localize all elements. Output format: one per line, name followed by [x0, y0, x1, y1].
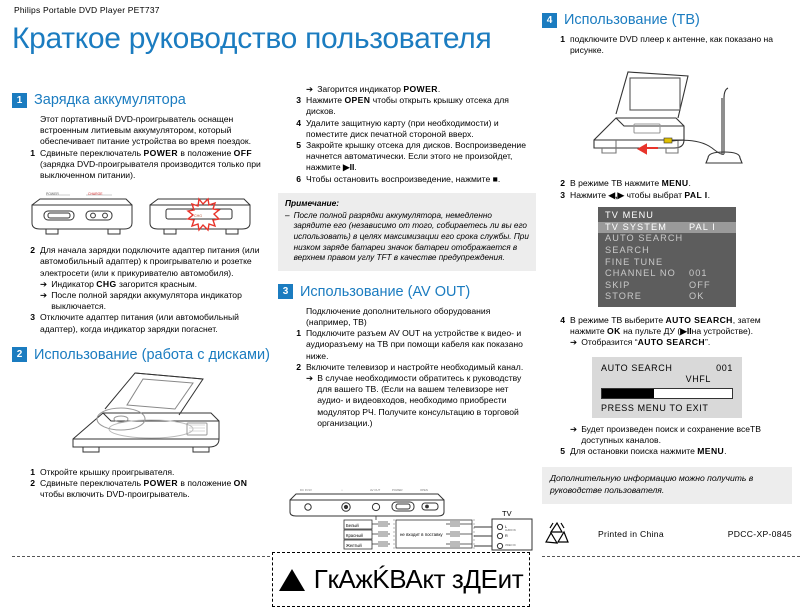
- tv-menu-row-tv-system[interactable]: [598, 222, 736, 234]
- stop-icon: ■: [492, 173, 498, 184]
- section-3-title: Использование (AV OUT): [300, 283, 471, 300]
- row-key: FINE TUNE: [605, 256, 664, 267]
- section-4-step-4: [558, 315, 792, 337]
- step-number: 2: [296, 361, 301, 372]
- row-value: OFF: [689, 279, 711, 290]
- label-white: Белый: [346, 523, 359, 528]
- arrow-icon: ➔: [40, 278, 48, 289]
- arrow-icon: ➔: [40, 290, 48, 301]
- section-2-step-1: [28, 467, 270, 478]
- column2-step-3: [294, 95, 536, 117]
- step-number: 1: [296, 328, 301, 339]
- tv-menu-title: TV MENU: [605, 209, 655, 220]
- section-4-step-3: [558, 190, 792, 201]
- section-3-arrow-1: [306, 373, 536, 429]
- step-text-part: Чтобы остановить воспроизведение, нажмите: [306, 173, 493, 184]
- step-text: [40, 148, 270, 182]
- column2-step-6: [294, 174, 536, 185]
- play-pause-icon: ▶II: [680, 326, 692, 337]
- svg-text:POWER: POWER: [392, 488, 403, 492]
- figure-antenna-connection: [542, 62, 792, 172]
- step-text: Подключите разъем AV OUT на устройстве к видео- и аудиоразъему на ТВ при помощи кабеля как показано ниже.: [306, 328, 523, 361]
- tv-menu-row-skip[interactable]: [598, 280, 736, 292]
- row-value: [689, 257, 729, 269]
- row-value: OK: [689, 291, 705, 302]
- menu-label: MENU: [661, 178, 689, 189]
- section-3-step-2: [294, 362, 536, 373]
- step-text-part: чтобы выбрат: [624, 189, 685, 200]
- triangle-icon: [279, 569, 305, 591]
- section-1-intro: Этот портативный DVD-проигрыватель оснащен встроенным литиевым аккумулятором, который обеспечивает питание устройства во время поездок.: [40, 114, 252, 147]
- svg-text:CHARGE: CHARGE: [88, 192, 103, 197]
- auto-search-band: VHFL: [685, 373, 711, 384]
- section-3-step-1: [294, 328, 536, 362]
- step-number: 2: [560, 178, 565, 189]
- step-text-part: (зарядка DVD-проигрывателя производится только при выключенном питании).: [40, 158, 261, 181]
- arrow-text-part: .: [437, 84, 441, 94]
- step-text: Удалите защитную карту (при необходимости) и поместите диск печатной стороной вверх.: [306, 117, 499, 139]
- av-out-wiring-illustration: [286, 486, 536, 552]
- svg-text:CHG: CHG: [194, 214, 202, 219]
- arrow-icon: ➔: [306, 373, 314, 384]
- row-value: 001: [689, 268, 708, 279]
- step-number: 5: [560, 445, 565, 456]
- step-text-part: Сдвиньте переключатель: [40, 147, 144, 158]
- section-4-step-5: [558, 446, 792, 457]
- step-number: 2: [30, 478, 35, 489]
- step-text: [306, 140, 536, 174]
- step-text: Для начала зарядки подключите адаптер питания (или автомобильный адаптер) к проигрывателю и розетке электросети (или к прикуривателю автомобиля).: [40, 245, 260, 278]
- note-text: После полной разрядки аккумулятора, немедленно зарядите его (независимо от того, собираетесь ли вы его использовать) в целях максимизации его срока службы. При низком заряде батареи значок батареи отображается в верхнем правом углу TFT в качестве предупреждения.: [293, 210, 529, 263]
- step-text-part: В режиме ТВ выберите: [570, 314, 666, 325]
- chg-label: CHG: [96, 278, 117, 289]
- page-title: Краткое руководство пользователя: [12, 22, 492, 55]
- brand-line: Philips Portable DVD Player PET737: [14, 5, 160, 15]
- step-number: 3: [30, 312, 35, 323]
- ok-label: OK: [607, 326, 621, 337]
- arrow-text-part: ”.: [704, 337, 711, 348]
- step-text-part: чтобы открыть крышку отсека для дисков.: [306, 95, 509, 117]
- step-text-part: , затем нажмите: [570, 314, 761, 337]
- arrow-text: Будет произведен поиск и сохранение всеТВ доступных каналов.: [581, 423, 761, 445]
- section-1-arrow-2: [40, 290, 270, 312]
- power-label: POWER: [143, 147, 179, 158]
- row-key: AUTO SEARCH: [605, 233, 684, 244]
- section-1-number: 1: [12, 93, 27, 108]
- row-key: CHANNEL NO: [605, 268, 676, 279]
- progress-fill: [602, 389, 654, 398]
- pal-label: PAL I: [684, 189, 708, 200]
- arrow-icon: ➔: [570, 423, 578, 434]
- bottom-banner: [272, 552, 530, 607]
- section-2-step-2: [28, 478, 270, 500]
- auto-search-label: AUTO SEARCH: [601, 362, 673, 373]
- arrow-text: [581, 337, 792, 348]
- step-text: [306, 95, 536, 117]
- figure-power-switch-and-chg: [12, 187, 270, 239]
- label-tv: TV: [502, 509, 512, 518]
- column-two: [278, 84, 536, 429]
- figure-open-player: [12, 369, 270, 461]
- auto-search-osd: [592, 357, 742, 418]
- section-1-step-2: [28, 245, 270, 279]
- column2-step-5: [294, 140, 536, 174]
- step-text-part: Нажмите: [570, 189, 609, 200]
- svg-text:AUDIO IN: AUDIO IN: [505, 529, 516, 532]
- row-key: SEARCH: [605, 245, 650, 255]
- section-4-step-2: [558, 178, 792, 189]
- step-number: 4: [560, 314, 565, 325]
- tv-menu-osd: [598, 207, 736, 307]
- step-text: Отключите адаптер питания (или автомобильный адаптер), когда индикатор зарядки погаснет.: [40, 312, 239, 334]
- section-1-title: Зарядка аккумулятора: [34, 92, 186, 108]
- section-4-arrow-2: [570, 424, 792, 446]
- left-right-arrows-icon: ◀,▶: [608, 189, 625, 200]
- arrow-icon: ➔: [570, 337, 578, 348]
- step-text: [570, 315, 792, 337]
- step-text: подключите DVD плеер к антенне, как показано на рисунке.: [570, 34, 774, 56]
- step-text-part: .: [707, 189, 710, 200]
- step-text-part: чтобы включить DVD-проигрыватель.: [40, 489, 190, 500]
- step-text-part: в положение: [178, 478, 234, 489]
- step-number: 4: [296, 117, 301, 128]
- power-label: POWER: [403, 84, 438, 94]
- step-text-part: на пульте ДУ (: [620, 326, 681, 337]
- row-value: [689, 245, 729, 257]
- step-number: 2: [30, 245, 35, 256]
- label-yellow: Желтый: [346, 543, 362, 548]
- section-4-header: [542, 12, 792, 28]
- step-text-part: .: [497, 173, 501, 184]
- note-dash: –: [285, 210, 290, 220]
- section-4-arrow-1: [570, 337, 792, 348]
- section-1-arrow-1: [40, 279, 270, 290]
- open-label: OPEN: [344, 95, 371, 106]
- step-text-part: Нажмите: [306, 95, 345, 106]
- step-number: 3: [560, 189, 565, 200]
- section-4-title: Использование (ТВ): [564, 12, 700, 28]
- row-key: SKIP: [605, 279, 631, 290]
- recycle-icon: [542, 520, 584, 548]
- chg-flash-icon: [188, 199, 219, 230]
- section-1-step-1: [28, 148, 270, 182]
- auto-search-row: [601, 363, 733, 373]
- document-code: PDCC-XP-0845: [727, 529, 792, 539]
- svg-text:L: L: [505, 525, 508, 529]
- column2-arrow-power: [306, 84, 536, 95]
- section-4-number: 4: [542, 13, 557, 28]
- step-text: [40, 478, 270, 500]
- row-value: PAL I: [689, 221, 716, 232]
- section-2-number: 2: [12, 347, 27, 362]
- arrow-text-part: Индикатор: [51, 278, 97, 289]
- power-label: POWER: [143, 478, 179, 489]
- printed-in-china: Printed in China: [598, 529, 664, 539]
- auto-search-channel: 001: [716, 362, 733, 373]
- arrow-text: После полной зарядки аккумулятора индикатор выключается.: [51, 290, 242, 312]
- row-key: TV SYSTEM: [605, 221, 667, 232]
- power-switch-illustration: [26, 187, 256, 239]
- step-number: 1: [30, 147, 35, 158]
- svg-text:DC IN 9V: DC IN 9V: [300, 488, 312, 492]
- auto-search-label: AUTO SEARCH: [665, 314, 733, 325]
- off-label: OFF: [233, 147, 253, 158]
- play-pause-icon: ▶II: [343, 162, 355, 173]
- step-text-part: Сдвиньте переключатель: [40, 478, 144, 489]
- svg-text:R: R: [505, 534, 508, 538]
- arrow-text-part: Отобразится “: [581, 337, 638, 348]
- open-dvd-player-illustration: [43, 369, 239, 461]
- row-value: [689, 233, 729, 245]
- svg-text:∩: ∩: [341, 488, 344, 492]
- section-4-step-1: [558, 34, 792, 56]
- tv-menu-row-search[interactable]: [598, 245, 736, 257]
- svg-text:OPEN: OPEN: [420, 488, 428, 492]
- note-box: [278, 193, 536, 271]
- antenna-connection-illustration: [572, 62, 762, 172]
- banner-text: ГкАжḰВАкт зДЕит: [313, 564, 524, 594]
- arrow-text: [317, 84, 536, 95]
- step-text-part: в положение: [178, 147, 234, 158]
- step-number: 1: [30, 466, 35, 477]
- step-text-part: .: [688, 178, 691, 189]
- arrow-icon: ➔: [306, 84, 314, 94]
- svg-text:VIDEO IN: VIDEO IN: [505, 544, 516, 547]
- label-not-supplied: не входит в поставку: [400, 532, 443, 537]
- section-1-header: [12, 92, 270, 108]
- section-3-header: [278, 284, 536, 300]
- arrow-text: В случае необходимости обратитесь к руководству для вашего ТВ. (Если на вашем телевизоре нет аудио- и видеовходов, необходимо приобрести модулятор РЧ. Получите консультацию в торговой организации.): [317, 373, 522, 428]
- step-text-part: .: [724, 445, 727, 456]
- footer: [542, 520, 792, 548]
- tip-box: Дополнительную информацию можно получить в руководстве пользователя.: [542, 467, 792, 504]
- tv-menu-row-channel-no[interactable]: [598, 268, 736, 280]
- section-3-intro: Подключение дополнительного оборудования (например, ТВ): [306, 305, 491, 327]
- column-three: [542, 12, 792, 504]
- arrow-text-part: загорится красным.: [116, 278, 198, 289]
- step-text-part: .: [354, 162, 357, 173]
- auto-search-label: AUTO SEARCH: [637, 337, 705, 348]
- column2-step-4: [294, 118, 536, 140]
- footer-divider: [542, 556, 800, 557]
- svg-text:AV OUT: AV OUT: [370, 488, 381, 492]
- figure-av-out-wiring: [286, 486, 536, 552]
- antenna-plug-icon: [664, 138, 672, 143]
- label-red: Красный: [346, 533, 363, 538]
- tv-menu-row-fine-tune[interactable]: [598, 257, 736, 269]
- section-2-header: [12, 347, 270, 363]
- step-text-part: на устройстве).: [691, 326, 754, 337]
- note-heading: Примечание:: [285, 197, 340, 208]
- note-line: [285, 211, 529, 264]
- section-3-number: 3: [278, 284, 293, 299]
- svg-text:POWER: POWER: [46, 192, 59, 197]
- arrow-text: [51, 279, 270, 290]
- section-1-step-3: [28, 312, 270, 334]
- step-text: [570, 178, 792, 189]
- step-number: 5: [296, 140, 301, 151]
- step-number: 3: [296, 95, 301, 106]
- menu-label: MENU: [697, 445, 725, 456]
- step-number: 1: [560, 34, 565, 44]
- step-text: Откройте крышку проигрывателя.: [40, 466, 175, 477]
- step-text-part: В режиме ТВ нажмите: [570, 178, 662, 189]
- step-text: [570, 190, 792, 201]
- step-number: 6: [296, 173, 301, 184]
- step-text-part: Закройте крышку отсека для дисков. Воспроизведение начнется автоматически. Если этого не произойдет, нажмите: [306, 140, 526, 173]
- col1-divider: [12, 556, 270, 557]
- row-key: STORE: [605, 291, 642, 302]
- tv-menu-row-store[interactable]: [598, 291, 736, 303]
- step-text: [570, 446, 792, 457]
- auto-search-progress-bar: [601, 388, 733, 399]
- on-label: ON: [233, 478, 248, 489]
- auto-search-hint: PRESS MENU TO EXIT: [601, 402, 709, 413]
- step-text: Включите телевизор и настройте необходимый канал.: [306, 361, 524, 372]
- red-arrow-icon: [639, 145, 658, 153]
- arrow-text-part: Загорится индикатор: [317, 84, 404, 94]
- step-text-part: Для остановки поиска нажмите: [570, 445, 698, 456]
- tv-menu-row-auto-search[interactable]: [598, 233, 736, 245]
- column-one: [12, 92, 270, 500]
- step-text: [306, 174, 536, 185]
- section-2-title: Использование (работа с дисками): [34, 346, 270, 363]
